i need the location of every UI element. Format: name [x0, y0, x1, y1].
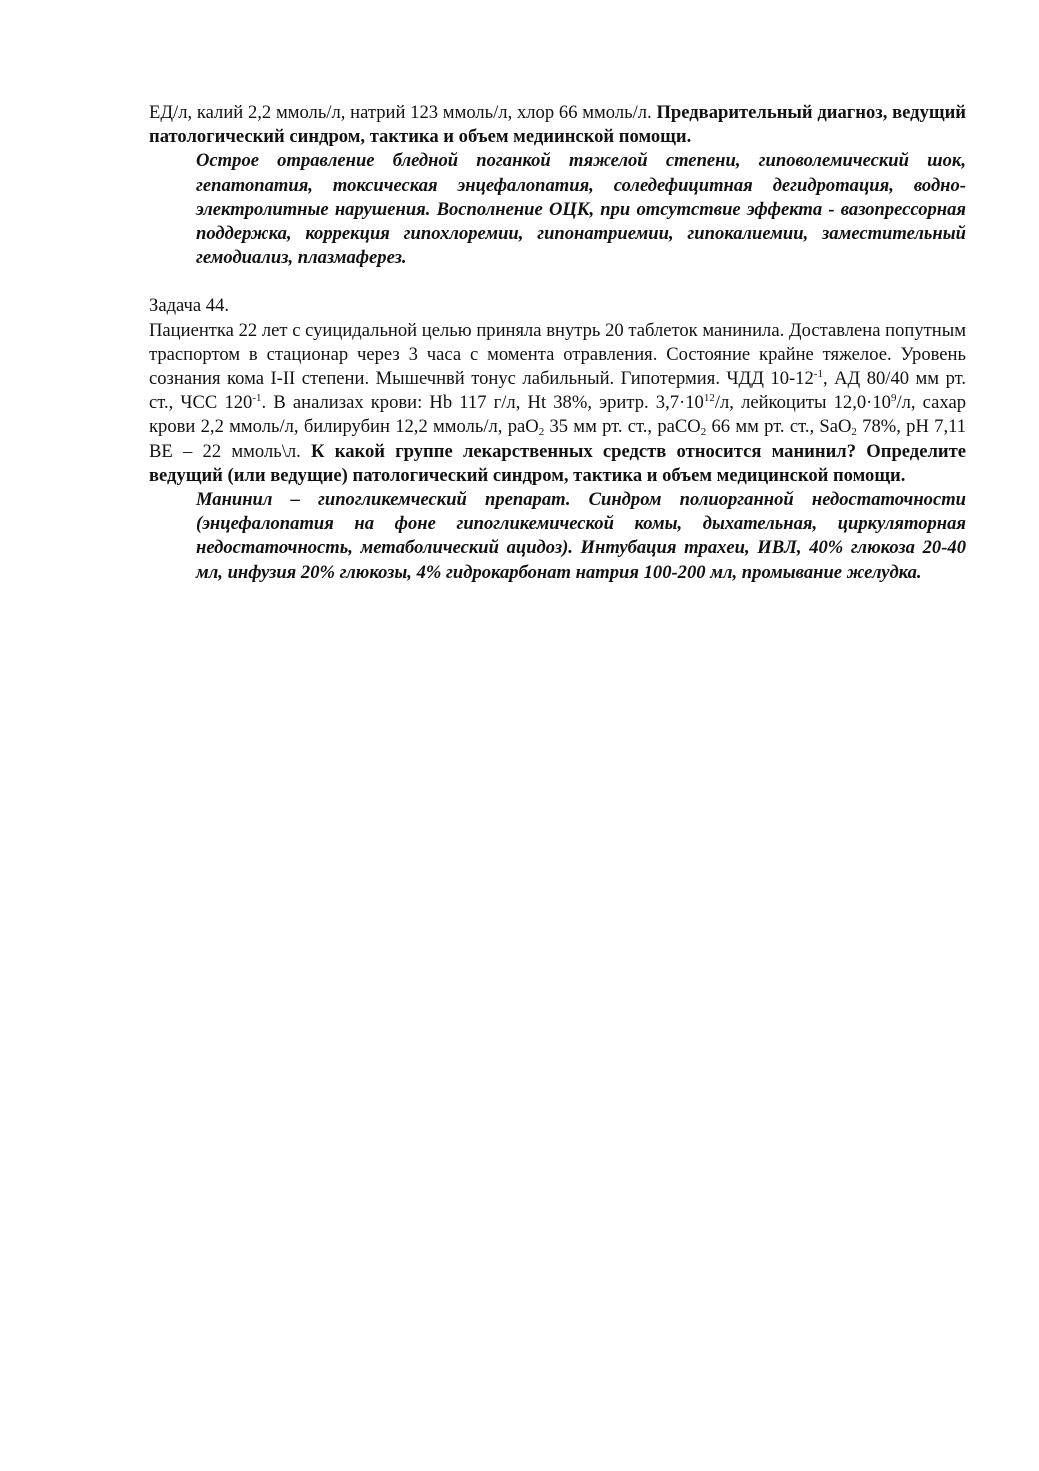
task-44-sup-4: 9	[890, 392, 897, 405]
task-44-sup-2: -1	[252, 392, 262, 405]
document-page	[149, 101, 966, 585]
task-44-text-5: /л, сахар крови 2,2 ммоль/л, билирубин 12,2 ммоль/л, раО	[149, 392, 967, 438]
task-44-text-3: . В анализах крови: Hb 117 г/л, Ht 38%, эритр. 3,7·10	[261, 392, 704, 414]
task-44-sub-3: 2	[851, 426, 857, 439]
task-44-text-8: 78%, рН 7,11 ВЕ – 22 ммоль\л.	[149, 416, 967, 462]
prev-task-condition-text: ЕД/л, калий 2,2 ммоль/л, натрий 123 ммоль/л, хлор 66 ммоль/л.	[149, 102, 652, 123]
task-44-sub-2: 2	[700, 426, 707, 439]
task-44-sup-1: -1	[813, 368, 823, 381]
prev-task-question: Предварительный диагноз, ведущий патологический синдром, тактика и объем медиинской помощи.	[149, 102, 966, 148]
prev-task-condition	[149, 101, 966, 149]
task-44-question: К какой группе лекарственных средств относится манинил? Определите ведущий (или ведущие) патологический синдром, тактика и объем медицинской помощи.	[149, 440, 966, 486]
task-44-condition	[149, 319, 966, 488]
task-44-text-1: Пациентка 22 лет с суицидальной целью приняла внутрь 20 таблеток манинила. Доставлена попутным траспортом в стационар через 3 часа с момента отравления. Состояние крайне тяжелое. Уровень сознания кома I-II степени. Мышечнвй тонус лабильный. Гипотермия. ЧДД 10-12	[149, 319, 966, 390]
task-44-text-6: 35 мм рт. ст., раСО	[544, 416, 701, 438]
task-44-title: Задача 44.	[149, 295, 230, 317]
task-44-sub-1: 2	[538, 426, 545, 439]
task-44-text-4: /л, лейкоциты 12,0·10	[714, 392, 891, 414]
task-44-sup-3: 12	[703, 392, 715, 405]
task-44-text-2: , АД 80/40 мм рт. ст., ЧСС 120	[149, 368, 966, 414]
task-44-text-7: 66 мм рт. ст., SaO	[706, 416, 852, 438]
prev-task-answer: Острое отравление бледной поганкой тяжелой степени, гиповолемический шок, гепатопатия, токсическая энцефалопатия, соледефицитная дегидротация, водно-электролитные нарушения. Восполнение ОЦК, при отсутствие эффекта - вазопрессорная поддержка, коррекция гипохлоремии, гипонатриемии, гипокалиемии, заместительный гемодиализ, плазмаферез.	[196, 150, 966, 269]
task-44-answer: Манинил – гипогликемческий препарат. Синдром полиорганной недостаточности (энцефалопатия на фоне гипогликемической комы, дыхательная, циркуляторная недостаточность, метаболический ацидоз). Интубация трахеи, ИВЛ, 40% глюкоза 20-40 мл, инфузия 20% глюкозы, 4% гидрокарбонат натрия 100-200 мл, промывание желудка.	[196, 489, 966, 583]
